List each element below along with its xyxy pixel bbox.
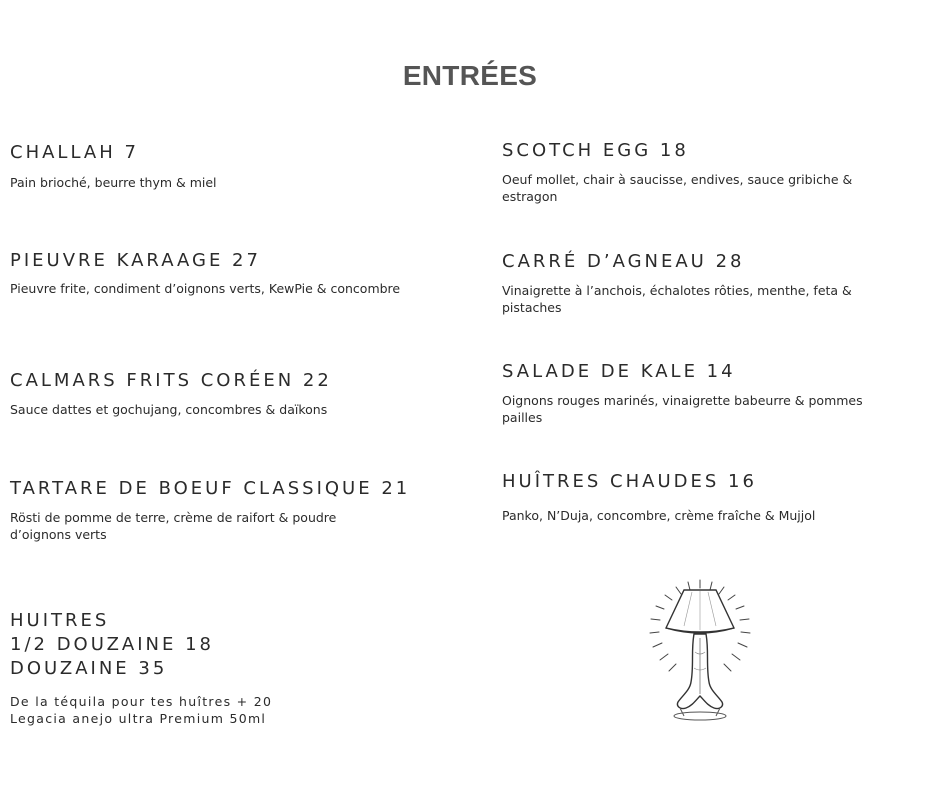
menu-item-description [10,509,430,543]
menu-item-description: Pain brioché, beurre thym & miel [10,175,217,190]
menu-item-calmars-frits [10,369,430,418]
menu-item-description: Panko, N’Duja, concombre, crème fraîche & Mujjol [502,508,816,523]
menu-item-description [502,171,902,205]
menu-item-description: Pieuvre frite, condiment d’oignons verts, KewPie & concombre [10,281,401,296]
note-line: Legacia anejo ultra Premium 50ml [10,711,267,726]
menu-item-scotch-egg [502,139,902,205]
page-title: ENTRÉES [402,60,538,91]
menu-item-carre-agneau [502,250,902,316]
menu-item-title: HUÎTRES CHAUDES 16 [502,471,757,492]
note-line: De la téquila pour tes huîtres + 20 [10,694,273,709]
menu-item-title: SALADE DE KALE 14 [502,361,736,382]
description-line: Rösti de pomme de terre, crème de raifort & poudre [10,510,337,525]
huitres-tequila-note [10,693,430,727]
description-line: Oeuf mollet, chair à saucisse, endives, sauce gribiche & [502,172,853,187]
description-line: Vinaigrette à l’anchois, échalotes rôties, menthe, feta & [502,283,852,298]
menu-item-challah [10,141,430,191]
menu-item-description: Sauce dattes et gochujang, concombres & daïkons [10,402,328,417]
menu-item-title: SCOTCH EGG 18 [502,140,689,161]
description-line: Oignons rouges marinés, vinaigrette babeurre & pommes [502,393,863,408]
description-line: estragon [502,189,558,204]
menu-item-title: CHALLAH 7 [10,142,139,163]
huitres-half-dozen: 1/2 DOUZAINE 18 [10,634,214,655]
huitres-heading: HUITRES [10,610,110,631]
menu-item-huitres [10,609,430,727]
description-line: pistaches [502,300,562,315]
menu-item-description [502,392,902,426]
menu-item-title: TARTARE DE BOEUF CLASSIQUE 21 [10,478,411,499]
lamp-leg-icon [644,578,756,724]
menu-item-title: CARRÉ D’AGNEAU 28 [502,251,745,272]
menu-item-pieuvre-karaage [10,249,430,297]
description-line: d’oignons verts [10,527,107,542]
menu-item-tartare-boeuf [10,477,430,543]
description-line: pailles [502,410,543,425]
huitres-dozen: DOUZAINE 35 [10,658,168,679]
menu-item-salade-kale [502,360,902,426]
menu-item-title: CALMARS FRITS CORÉEN 22 [10,370,332,391]
menu-item-description [502,282,902,316]
menu-item-huitres-chaudes [502,470,902,524]
menu-item-title: PIEUVRE KARAAGE 27 [10,250,261,271]
